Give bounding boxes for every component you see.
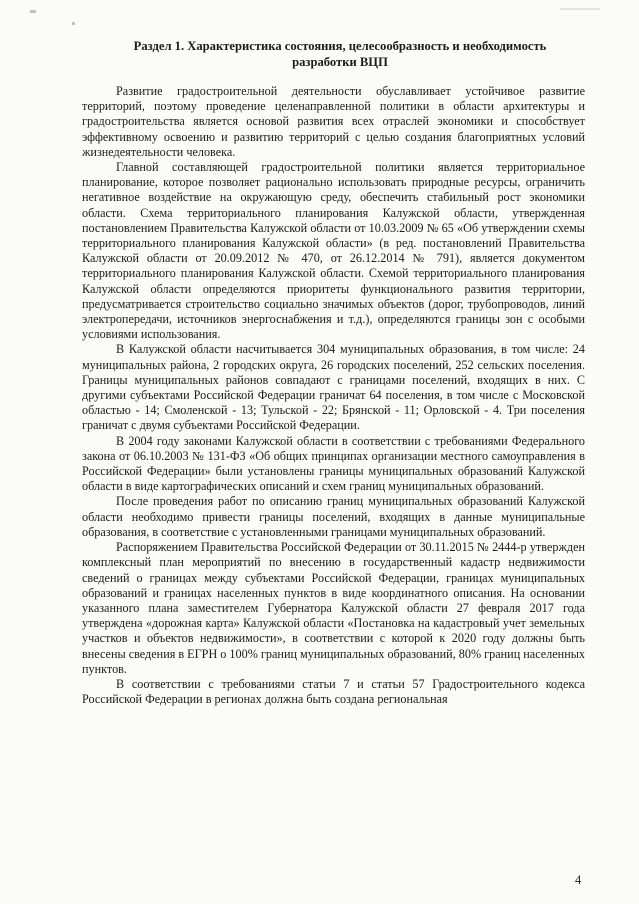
paragraph: Распоряжением Правительства Российской Федерации от 30.11.2015 № 2444-р утвержден комплексный план мероприятий по внесению в государственный кадастр недвижимости сведений о границах между субъектами Российской Федерации, границах муниципальных образований и границах населенных пунктов в виде координатного описания. На основании указанного плана заместителем Губернатора Калужской области 27 февраля 2017 года утверждена «дорожная карта» Калужской области «Постановка на кадастровый учет земельных участков и объектов недвижимости», в соответствии с которой к 2020 году должны быть внесены сведения в ЕГРН о 100% границ муниципальных образований, 80% границ населенных пунктов. <box>82 540 585 676</box>
document-body <box>82 84 585 707</box>
page-number: 4 <box>575 873 582 887</box>
paragraph: После проведения работ по описанию границ муниципальных образований Калужской области необходимо привести границы поселений, входящих в данные муниципальные образования, в соответствие с установленными границами муниципальных образований. <box>82 494 585 539</box>
scan-artifact <box>72 22 75 25</box>
paragraph: В Калужской области насчитывается 304 муниципальных образования, в том числе: 24 муниципальных района, 2 городских округа, 26 городских поселений, 252 сельских поселения. Границы муниципальных районов совпадают с границами поселений, входящих в них. С другими субъектами Российской Федерации граничат 64 поселения, в том числе с Московской областью - 14; Смоленской - 13; Тульской - 22; Брянской - 11; Орловской - 4. Три поселения граничат с двумя субъектами Российской Федерации. <box>82 342 585 433</box>
section-heading-line-1: Раздел 1. Характеристика состояния, целесообразность и необходимость <box>133 39 547 53</box>
paragraph: Главной составляющей градостроительной политики является территориальное планирование, которое позволяет рационально использовать природные ресурсы, ограничить негативное воздействие на окружающую среду, обеспечить стабильный рост экономики области. Схема территориального планирования Калужской области, утвержденная постановлением Правительства Калужской области от 10.03.2009 № 65 «Об утверждении схемы территориального планирования Калужской области» (в ред. постановлений Правительства Калужской области от 20.09.2012 № 470, от 26.12.2014 № 791), является документом территориального планирования Калужской области. Схемой территориального планирования Калужской области определяются приоритеты функционального развития территории, предусматривается строительство социально значимых объектов (дорог, трубопроводов, линий электропередачи, источников энергоснабжения и т.д.), определяются границы зон с особыми условиями использования. <box>82 160 585 342</box>
paragraph: Развитие градостроительной деятельности обуславливает устойчивое развитие территорий, поэтому проведение целенаправленной политики в области архитектуры и градостроительства является основой развития всех отраслей экономики и способствует эффективному освоению и развитию территорий с целью создания благоприятных условий жизнедеятельности человека. <box>82 84 585 159</box>
paragraph: В 2004 году законами Калужской области в соответствии с требованиями Федерального закона от 06.10.2003 № 131-ФЗ «Об общих принципах организации местного самоуправления в Российской Федерации» были установлены границы муниципальных образований Калужской области в виде картографических описаний и схем границ муниципальных образований. <box>82 433 585 494</box>
scan-artifact <box>30 10 36 13</box>
paragraph: В соответствии с требованиями статьи 7 и статьи 57 Градостроительного кодекса Российской Федерации в регионах должна быть создана региональная <box>82 676 585 707</box>
section-heading <box>60 38 620 70</box>
section-heading-line-2: разработки ВЦП <box>292 55 388 69</box>
scan-artifact <box>560 8 600 10</box>
